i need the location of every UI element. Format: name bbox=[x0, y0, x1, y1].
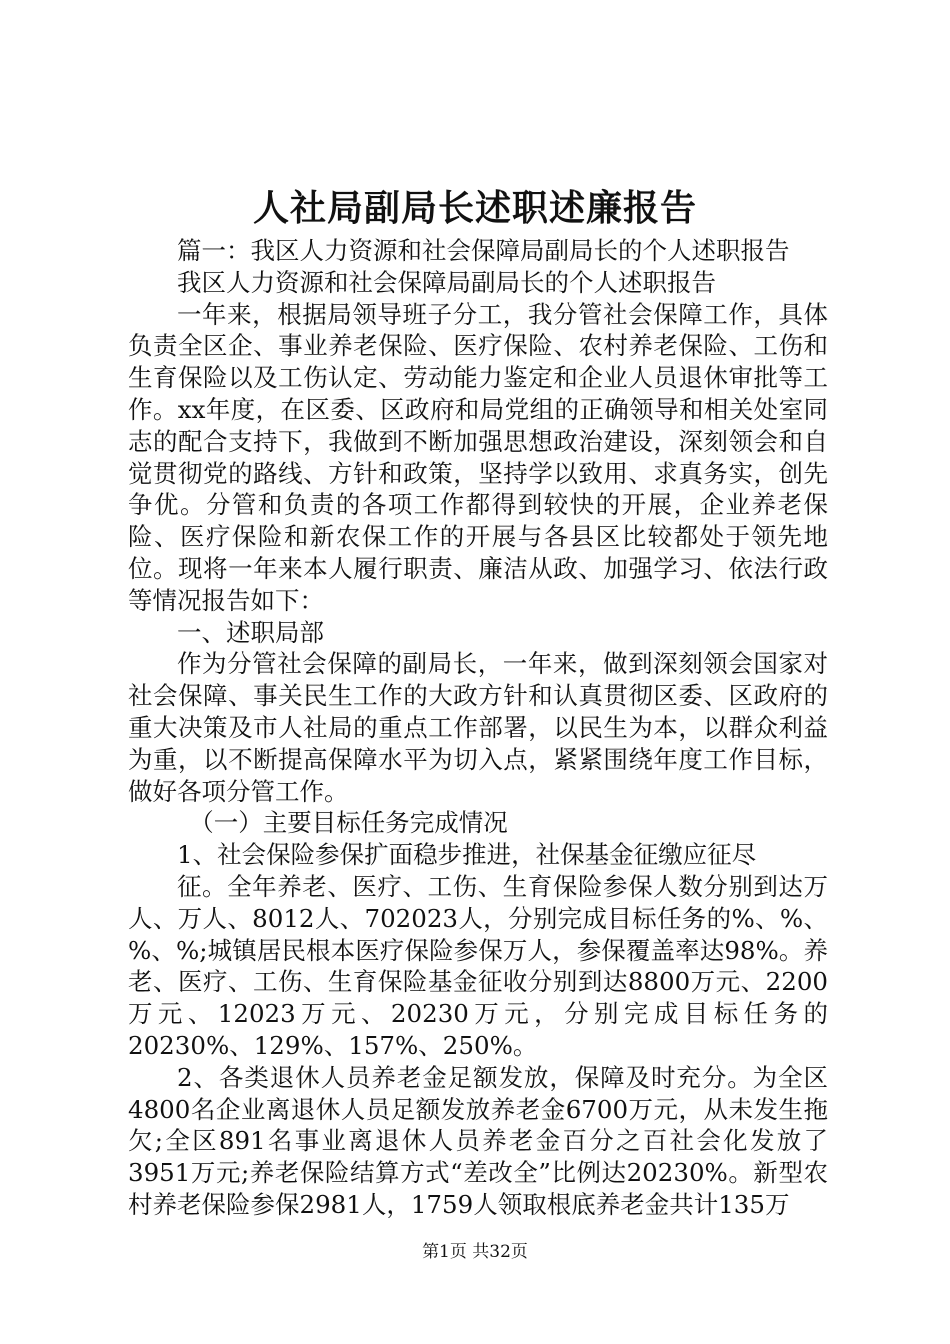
paragraph-report-title: 我区人力资源和社会保障局副局长的个人述职报告 bbox=[177, 267, 716, 297]
page-footer: 第1页 共32页 bbox=[422, 1242, 528, 1262]
section-heading-report: 一、述职局部 bbox=[177, 617, 324, 647]
paragraph-overview: 作为分管社会保障的副局长，一年来，做到深刻领会国家对社会保障、事关民生工作的大政方针和认真贯彻区委、区政府的重大决策及市人社局的重点工作部署，以民生为本，以群众利益为重，以不断提高保障水平为切入点，紧紧围绕年度工作目标，做好各项分管工作。 bbox=[128, 649, 828, 806]
paragraph-article-heading: 篇一：我区人力资源和社会保障局副局长的个人述职报告 bbox=[177, 236, 790, 265]
document-title: 人社局副局长述职述廉报告 bbox=[252, 187, 697, 229]
document-body bbox=[128, 235, 828, 1221]
subsection-heading-targets: （一）主要目标任务完成情况 bbox=[189, 808, 508, 838]
paragraph-item-2: 2、各类退休人员养老金足额发放，保障及时充分。为全区4800名企业离退休人员足额发放养老金6700万元，从未发生拖欠;全区891名事业离退休人员养老金百分之百社会化发放了3951万元;养老保险结算方式“差改全”比例达20230%。新型农村养老保险参保2981人，1759人领取根底养老金共计135万 bbox=[128, 1062, 828, 1219]
paragraph-item-1-body: 征。全年养老、医疗、工伤、生育保险参保人数分别到达万人、万人、8012人、702023人，分别完成目标任务的%、%、%、%;城镇居民根本医疗保险参保万人，参保覆盖率达98%。养老、医疗、工伤、生育保险基金征收分别到达8800万元、2200万元、12023万元、20230万元，分别完成目标任务的20230%、129%、157%、250%。 bbox=[128, 871, 828, 1060]
paragraph-item-1-heading: 1、社会保险参保扩面稳步推进，社保基金征缴应征尽 bbox=[177, 840, 757, 870]
paragraph-intro: 一年来，根据局领导班子分工，我分管社会保障工作，具体负责全区企、事业养老保险、医疗保险、农村养老保险、工伤和生育保险以及工伤认定、劳动能力鉴定和企业人员退休审批等工作。xx年度，在区委、区政府和局党组的正确领导和相关处室同志的配合支持下，我做到不断加强思想政治建设，深刻领会和自觉贯彻党的路线、方针和政策，坚持学以致用、求真务实，创先争优。分管和负责的各项工作都得到较快的开展，企业养老保险、医疗保险和新农保工作的开展与各县区比较都处于领先地位。现将一年来本人履行职责、廉洁从政、加强学习、依法行政等情况报告如下： bbox=[128, 299, 828, 615]
